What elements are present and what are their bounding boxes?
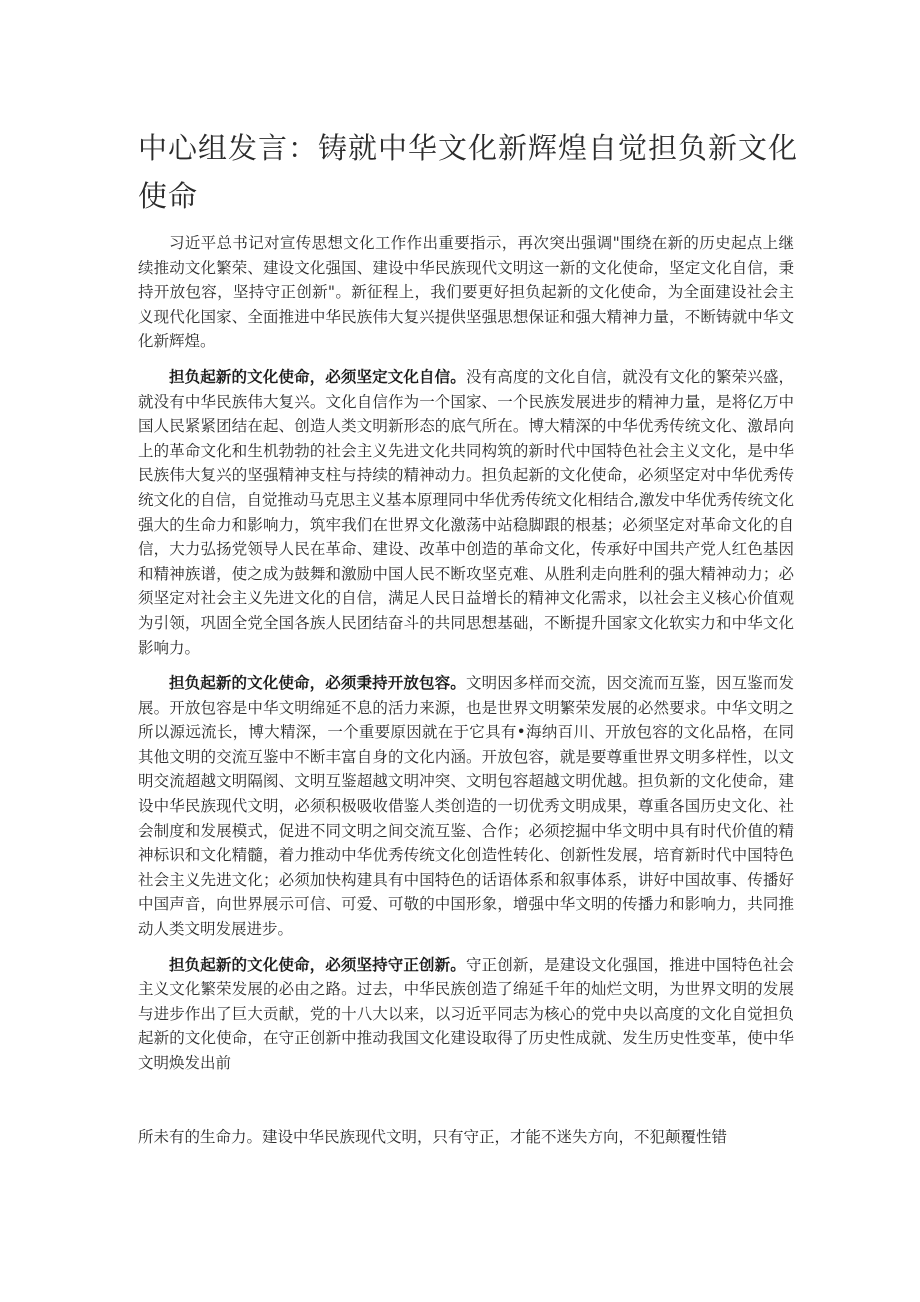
paragraph-intro — [138, 231, 794, 354]
paragraph-cultural-confidence — [138, 365, 794, 660]
document-body — [138, 231, 794, 1087]
paragraph-text: 守正创新，是建设文化强国，推进中国特色社会主义文化繁荣发展的必由之路。过去，中华民族创造了绵延千年的灿烂文明，为世界文明的发展与进步作出了巨大贡献，党的十八大以来，以习近平同志为核心的党中央以高度的文化自觉担负起新的文化使命，在守正创新中推动我国文化建设取得了历史性成就、发生历史性变革，使中华文明焕发出前 — [138, 955, 794, 1072]
paragraph-lead: 担负起新的文化使命，必须坚定文化自信。 — [169, 366, 466, 386]
paragraph-innovation — [138, 953, 794, 1076]
paragraph-text: 习近平总书记对宣传思想文化工作作出重要指示，再次突出强调"围绕在新的历史起点上继续推动文化繁荣、建设文化强国、建设中华民族现代文明这一新的文化使命，坚定文化自信，秉持开放包容，坚持守正创新"。新征程上，我们要更好担负起新的文化使命，为全面建设社会主义现代化国家、全面推进中华民族伟大复兴提供坚强思想保证和强大精神力量，不断铸就中华文化新辉煌。 — [138, 234, 794, 351]
document-title: 中心组发言：铸就中华文化新辉煌自觉担负新文化使命 — [138, 131, 799, 213]
paragraph-openness — [138, 671, 794, 942]
paragraph-text: 没有高度的文化自信，就没有文化的繁荣兴盛，就没有中华民族伟大复兴。文化自信作为一个国家、一个民族发展进步的精神力量，是将亿万中国人民紧紧团结在起、创造人类文明新形态的底气所在。博大精深的中华优秀传统文化、激昂向上的革命文化和生机勃勃的社会主义先进文化共同构筑的新时代中国特色社会主义文化，是中华民族伟大复兴的坚强精神支柱与持续的精神动力。担负起新的文化使命，必须坚定对中华优秀传统文化的自信，自觉推动马克思主义基本原理同中华优秀传统文化相结合,激发中华优秀传统文化强大的生命力和影响力，筑牢我们在世界文化激荡中站稳脚跟的根基；必须坚定对革命文化的自信，大力弘扬党领导人民在革命、建设、改革中创造的革命文化，传承好中国共产党人红色基因和精神族谱，使之成为鼓舞和激励中国人民不断攻坚克难、从胜利走向胜利的强大精神动力；必须坚定对社会主义先进文化的自信，满足人民日益增长的精神文化需求，以社会主义核心价值观为引领，巩固全党全国各族人民团结奋斗的共同思想基础，不断提升国家文化软实力和中华文化影响力。 — [138, 367, 794, 657]
paragraph-lead: 担负起新的文化使命，必须秉持开放包容。 — [169, 673, 466, 693]
paragraph-continuation: 所未有的生命力。建设中华民族现代文明，只有守正，才能不迷失方向，不犯颠覆性错 — [138, 1128, 728, 1146]
paragraph-text: 文明因多样而交流，因交流而互鉴，因互鉴而发展。开放包容是中华文明绵延不息的活力来源，也是世界文明繁荣发展的必然要求。中华文明之所以源远流长，博大精深，一个重要原因就在于它具有•海纳百川、开放包容的文化品格，在同其他文明的交流互鉴中不断丰富自身的文化内涵。开放包容，就是要尊重世界文明多样性，以文明交流超越文明隔阂、文明互鉴超越文明冲突、文明包容超越文明优越。担负新的文化使命，建设中华民族现代文明，必须积极吸收借鉴人类创造的一切优秀文明成果，尊重各国历史文化、社会制度和发展模式，促进不同文明之间交流互鉴、合作；必须挖掘中华文明中具有时代价值的精神标识和文化精髓，着力推动中华优秀传统文化创造性转化、创新性发展，培育新时代中国特色社会主义先进文化；必须加快构建具有中国特色的话语体系和叙事体系，讲好中国故事、传播好中国声音，向世界展示可信、可爱、可敬的中国形象，增强中华文明的传播力和影响力，共同推动人类文明发展进步。 — [138, 674, 794, 939]
paragraph-lead: 担负起新的文化使命，必须坚持守正创新。 — [169, 954, 466, 974]
